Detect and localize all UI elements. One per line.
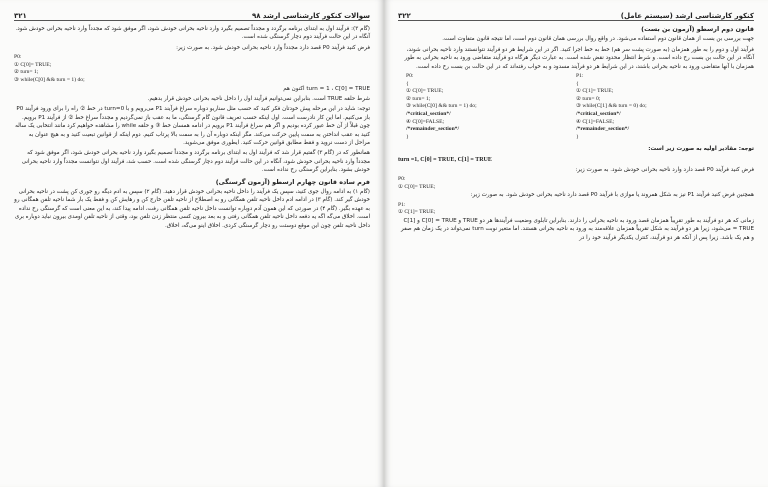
code-line: ① C[1]= TRUE; — [576, 88, 614, 95]
right-paragraph-1: جهت بررسی بن بست از همان قانون دوم استفاده می‌شود. در واقع روال بررسی همان قانون دوم است، اما نتیجه قانون متفاوت است. — [442, 36, 754, 43]
code-line: } — [576, 133, 579, 140]
code-line: /*critical_section*/ — [576, 111, 621, 117]
code-line: P1: — [398, 201, 406, 208]
code-line: ③ while(C[1] && turn = 0) do; — [576, 103, 647, 110]
left-page-running-title: سوالات کنکور کارشناسی ارشد ۹۸ — [251, 12, 370, 20]
right-section-title: قانون دوم ارسطو (آزمون بن بست) — [641, 25, 754, 33]
left-paragraph-1: (گام ۳): فرآیند اول به ابتدای برنامه برگردد و مجدداً تصمیم بگیرد وارد ناحیه بحرانی خودش شود، اگر موفق شود که مجدداً وارد ناحیه بحرانی خودش شود. آنگاه در این حالت فرآیند دوم دچار گرسنگی شده است. — [15, 26, 370, 41]
right-page — [384, 0, 768, 487]
right-paragraph-5: زمانی که هر دو فرآیند به طور تقریباً همزمان قصد ورود به ناحیه بحرانی را دارند. بنابراین تابلوی وضعیت فرآیندها هر دو TRUE و C[0] = TRUE و C[1] = TRUE می‌شود، زیرا هر دو فرآیند به شکل تقریباً همزمان علاقه‌مند به ورود به ناحیه بحرانی هستند. اما متغیر نوبت turn نمی‌تواند در یک زمان هم صفر و هم یک باشد. زیرا پس از آنکه هر دو فرآیند، کنترل یکدیگر فرآیند خود را در — [401, 217, 754, 241]
code-line: ③ while(C[0] && turn = 1) do; — [14, 77, 85, 83]
code-line: ① C[0]= TRUE; — [14, 61, 52, 68]
right-code-block-3 — [398, 202, 754, 217]
code-line: ② turn= 1; — [14, 69, 39, 76]
code-line: ③ while(C[0] && turn = 1) do; — [406, 103, 477, 110]
p1-code-block — [576, 73, 746, 141]
code-line: /*remainder_section*/ — [576, 126, 630, 133]
right-page-number: ۳۲۲ — [398, 12, 411, 20]
code-line: ① C[0]= TRUE; — [406, 88, 444, 95]
left-paragraph-7: (گام ۱) به ادامه روال جوی کنید، سپس یک فرآیند را داخل ناحیه بحرانی خودش قرار دهید. (گام ۲) سپس به ادم دیگه رو جوری کن پشت در ناحیه بحرانی خودش گیر کند. (گام ۳) در ادامه ادم داخل ناحیه تلفن همگانی رو به اصطلاح از ناحیه تلفن خارج کن و رهایش کن و فقط یک بار شما ناحیه تلفن همگانی رو به عهده بگیر. (گام ۴) در صورتی که این همون آدم دوباره توانست داخل ناحیه تلفن همگانی رفت، ادامه پیدا کند، به این معنی است که گرسنگی رخ نداده است. اخلاق می‌گه اگه یه دفعه داخل ناحیه تلفن همگانی رفتی و به بعد بیرون کسی منتظر زدن تلفن بود، وقتی از ناحیه تلفن اومدی بیرون نباید دوباره بری داخل ناحیه تلفن چون این موقع دوستت رو دچار گرسنگی کردی. اخلاق اینو می‌گه، اخلاق. — [14, 189, 370, 229]
code-line: { — [576, 80, 579, 87]
right-paragraph-3: فرض کنید فرآیند P0 قصد دارد وارد ناحیه بحرانی خودش شود. به صورت زیر: — [575, 166, 754, 173]
code-line: ④ C[1]=FALSE; — [576, 118, 615, 125]
code-line: /*remainder_section*/ — [406, 126, 460, 133]
left-page-number: ۳۲۱ — [14, 12, 27, 20]
right-page-running-title: کنکور کارشناسی ارشد (سیستم عامل) — [620, 12, 754, 20]
code-line: ② turn= 0; — [576, 95, 601, 102]
left-paragraph-6: همانطور که در (گام ۳) گفتیم قرار شد که فرآیند اول به ابتدای برنامه برگردد و مجدداً تصمیم بگیرد وارد ناحیه بحرانی خودش شود، اگر موفق شود که مجدداً وارد ناحیه بحرانی خودش شود، آنگاه در این حالت فرآیند دوم دچار گرسنگی شده است. حسب شد، فرآیند اول نتوانست مجدداً وارد ناحیه بحرانی خودش بشود. بنابراین گرسنگی رخ نداده است. — [21, 150, 370, 174]
code-line: ① C[1]= TRUE; — [398, 209, 436, 216]
left-paragraph-2: فرض کنید فرآیند P0 قصد دارد مجدداً وارد ناحیه بحرانی خودش شود. به صورت زیر: — [176, 44, 370, 51]
left-paragraph-4: شرط حلقه TRUE است. بنابراین نمی‌توانیم فرآیند اول را داخل ناحیه بحرانی خودش قرار بدهیم. — [147, 96, 370, 102]
left-code-block-1 — [14, 54, 370, 84]
code-line: P0: — [406, 73, 414, 80]
initial-values: turn =1, C[0] = TRUE, C[1] = TRUE — [398, 156, 492, 163]
left-paragraph-5: توجه: شاید در این مرحله پیش خودتان فکر کنید که حسب مثل سناریو دوباره سراغ فرآیند P1 می‌رویم و با turn=0 در خط ② راه را برای ورود فرآیند P0 باز می‌کنیم. اما این کار نادرست است. اول اینکه حسب تعریف قانون گام گرسنگی، ما به عقب باز نمی‌گردیم و مجدداً سراغ خط ② از فرآیند P1 برویم. چون قبلاً از آن خط عبور کرده بودیم و اگر هم سراغ فرآیند P1 برویم در ادامه همسان خط ③ و حلقه while را مشاهده خواهیم کرد مانند انتخابی یک ساله کنید به عقب انداختن به سمت پایین حرکت می‌کند. مگر اینکه دوباره آن را به سمت بالا پرتاب کنیم. دوم اینکه از قوانین تبعیت کنید و به هیچ عنوان به مراحل از دست نروید و فقط مطابق قوانین حرکت کنید. ایطوری موفق می‌شوید. — [15, 106, 370, 147]
right-paragraph-2: فرآیند اول و دوم را به طور همزمان (به صورت پشت سر هم) خط به خط اجرا کنید. اگر در این شرایط هر دو فرآیند نتوانستند وارد ناحیه بحرانی شوند، آنگاه در این حالت بن بست رخ داده است. و شرط انتظار محدود نقض شده است. به عبارت دیگر هرگاه دو فرآیند متقاضی ورود به ناحیه بحرانی به طور همزمان با آنها متقاضی ورود به ناحیه بحرانی باشند، در این شرایط هر دو فرآیند مسدود و به خواب رفته‌اند که در این حالت بن بست رخ داده است. — [404, 46, 754, 70]
left-page-header — [14, 6, 370, 21]
left-subtitle: فرم ساده قانون چهارم ارسطو (آزمون گرسنگی) — [215, 177, 370, 186]
right-page-header — [398, 6, 754, 21]
code-line: P0: — [14, 54, 22, 61]
code-line: P1: — [576, 73, 584, 80]
code-columns — [406, 73, 746, 141]
code-line: { — [406, 80, 409, 87]
code-line: ① C[0]= TRUE; — [398, 183, 436, 190]
right-note: توجه: مقادیر اولیه به صورت زیر است: — [648, 146, 754, 153]
p0-code-block — [406, 73, 576, 141]
right-code-block-2 — [398, 176, 754, 191]
left-paragraph-3: turn = 1 ، C[0] = TRUE اکنون هم — [283, 85, 370, 92]
code-line: P0: — [398, 176, 406, 183]
code-line: ④ C[0]=FALSE; — [406, 118, 445, 125]
right-paragraph-4: همچنین فرض کنید فرآیند P1 نیز به شکل همروند یا موازی با فرآیند P0 قصد دارد ناحیه بحرانی خودش شود. به صورت زیر: — [470, 192, 754, 199]
code-line: } — [406, 133, 409, 140]
code-line: /*critical_section*/ — [406, 111, 451, 117]
code-line: ② turn= 1; — [406, 95, 431, 102]
